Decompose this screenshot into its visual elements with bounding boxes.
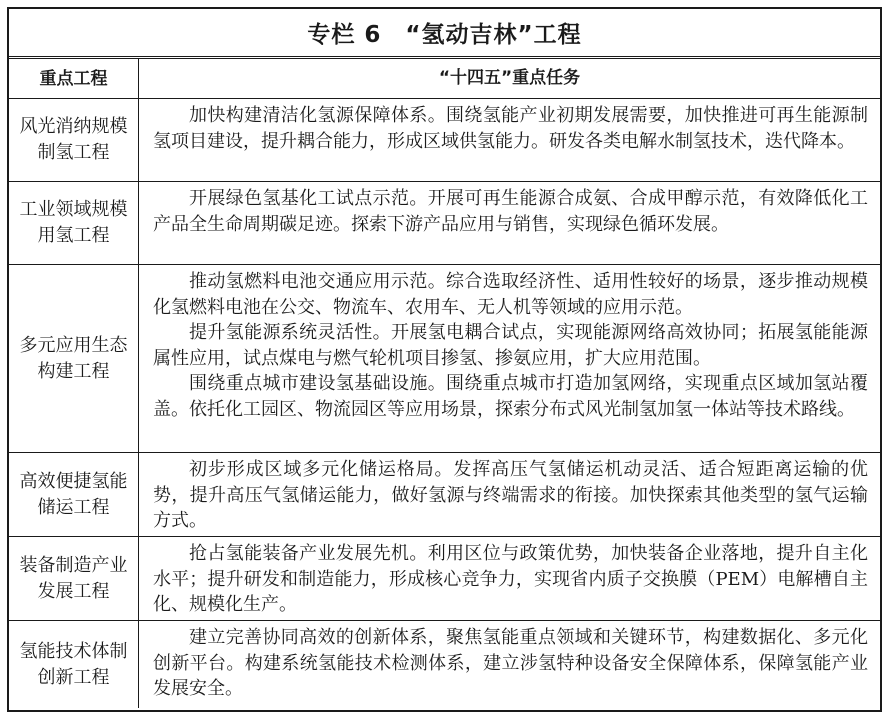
task-paragraph: 围绕重点城市建设氢基础设施。围绕重点城市打造加氢网络，实现重点区域加氢站覆盖。依托化工园区、物流园区等应用场景，探索分布式风光制氢加氢一体站等技术路线。 [153,373,868,420]
table-row [9,99,880,182]
table-row [9,621,880,708]
header-key-project: 重点工程 [9,59,139,98]
project-name: 高效便捷氢能储运工程 [9,453,139,536]
table-row [9,453,880,537]
task-paragraph: 推动氢燃料电池交通应用示范。综合选取经济性、适用性较好的场景，逐步推动规模化氢燃料电池在公交、物流车、农用车、无人机等领域的应用示范。 [153,271,868,318]
project-name: 装备制造产业发展工程 [9,537,139,620]
task-paragraph: 加快构建清洁化氢源保障体系。围绕氢能产业初期发展需要，加快推进可再生能源制氢项目建设，提升耦合能力，形成区域供氢能力。研发各类电解水制氢技术，迭代降本。 [153,105,868,152]
table-row [9,182,880,265]
header-key-tasks: “十四五”重点任务 [438,67,581,88]
project-name: 氢能技术体制创新工程 [9,621,139,708]
table-row [9,265,880,453]
task-paragraph: 初步形成区域多元化储运格局。发挥高压气氢储运机动灵活、适合短距离运输的优势，提升高压气氢储运能力，做好氢源与终端需求的衔接。加快探索其他类型的氢气运输方式。 [153,459,868,531]
task-cell [139,182,880,264]
task-cell [139,453,880,536]
task-cell [139,265,880,452]
task-paragraph: 抢占氢能装备产业发展先机。利用区位与政策优势，加快装备企业落地，提升自主化水平；提升研发和制造能力，形成核心竞争力，实现省内质子交换膜（PEM）电解槽自主化、规模化生产。 [153,543,868,615]
table-row [9,537,880,621]
task-paragraph: 建立完善协同高效的创新体系，聚焦氢能重点领域和关键环节，构建数据化、多元化创新平台。构建系统氢能技术检测体系，建立涉氢特种设备安全保障体系，保障氢能产业发展安全。 [153,627,868,699]
project-name: 风光消纳规模制氢工程 [9,99,139,181]
task-paragraph: 开展绿色氢基化工试点示范。开展可再生能源合成氨、合成甲醇示范，有效降低化工产品全生命周期碳足迹。探索下游产品应用与销售，实现绿色循环发展。 [153,188,868,235]
task-cell [139,99,880,181]
task-cell [139,537,880,620]
project-name: 工业领域规模用氢工程 [9,182,139,264]
project-name: 多元应用生态构建工程 [9,265,139,452]
task-cell [139,621,880,708]
table-header [9,59,880,99]
box-title: 专栏 6 “氢动吉林”工程 [9,9,880,59]
task-paragraph: 提升氢能源系统灵活性。开展氢电耦合试点，实现能源网络高效协同；拓展氢能能源属性应用，试点煤电与燃气轮机项目掺氢、掺氨应用，扩大应用范围。 [153,322,868,369]
feature-box [7,7,882,712]
